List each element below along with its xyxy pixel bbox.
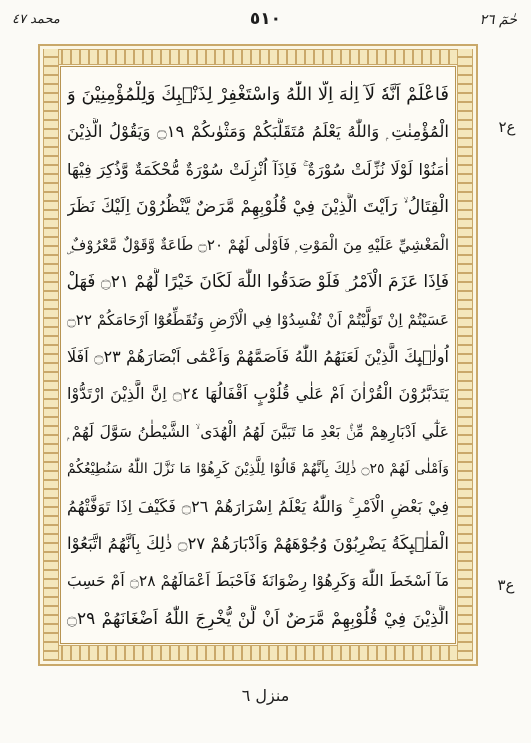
verse-line-10: عَلٰٓي اَدْبَارِهِمْ مِّنْۢ بَعْدِ مَا تَبَيَّنَ لَهُمُ الْهُدَى ۙ الشَّيْطٰنُ سَوَّلَ لَهُمْ ۭ — [67, 422, 449, 441]
verse-line-14: مَآ اَسْخَطَ اللّٰهَ وَكَرِهُوْا رِضْوَانَهٗ فَاَحْبَطَ اَعْمَالَهُمْ ۝٢٨ اَمْ حَسِبَ — [67, 572, 449, 591]
verse-line-6: فَاِذَا عَزَمَ الْاَمْرُ ۣ فَلَوْ صَدَقُوا اللّٰهَ لَكَانَ خَيْرًا لَّهُمْ ۝٢١ فَهَلْ — [67, 272, 449, 293]
text-panel — [60, 66, 456, 644]
verse-line-7: عَسَيْتُمْ اِنْ تَوَلَّيْتُمْ اَنْ تُفْسِدُوْا فِي الْاَرْضِ وَتُقَطِّعُوْٓا اَرْحَامَكُمْ ۝٢٢ — [67, 310, 449, 329]
ruku-marker-top: ع٢ — [498, 118, 516, 136]
frame-border-top — [43, 49, 473, 65]
frame-border-left — [43, 49, 59, 661]
ornamental-frame — [38, 44, 478, 666]
verse-line-12: فِيْ بَعْضِ الْاَمْرِ ۚ وَاللّٰهُ يَعْلَمُ اِسْرَارَهُمْ ۝٢٦ فَكَيْفَ اِذَا تَوَفَّتْهُمُ — [67, 496, 449, 516]
surah-name-label: محمد ٤٧ — [12, 12, 60, 27]
verse-line-1: فَاعْلَمْ اَنَّهٗ لَآ اِلٰهَ اِلَّا اللّٰهُ وَاسْتَغْفِرْ لِذَنْۢبِكَ وَلِلْمُؤْمِنِيْنَ وَ — [67, 84, 449, 105]
page-number: ٥١٠ — [249, 9, 282, 29]
frame-border-right — [457, 49, 473, 661]
juz-label: حٰمٓ ٢٦ — [479, 12, 517, 28]
verse-line-4: الْقِتَالُ ۙ رَاَيْتَ الَّذِيْنَ فِيْ قُلُوْبِهِمْ مَّرَضٌ يَّنْظُرُوْنَ اِلَيْكَ نَظَرَ — [67, 197, 449, 218]
verse-line-2: الْمُؤْمِنٰتِ ۭ وَاللّٰهُ يَعْلَمُ مُتَقَلَّبَكُمْ وَمَثْوٰىكُمْ ۝١٩ وَيَقُوْلُ الَّذِيْنَ — [67, 122, 449, 142]
ruku-marker-bottom: ع٣ — [497, 576, 515, 594]
page-header — [0, 0, 531, 46]
verse-line-15: الَّذِيْنَ فِيْ قُلُوْبِهِمْ مَّرَضٌ اَنْ لَّنْ يُّخْرِجَ اللّٰهُ اَضْغَانَهُمْ ۝٢٩ — [67, 608, 449, 629]
verse-lines — [67, 81, 449, 633]
verse-line-11: وَاَمْلٰى لَهُمْ ۝٢٥ ذٰلِكَ بِاَنَّهُمْ قَالُوْا لِلَّذِيْنَ كَرِهُوْا مَا نَزَّلَ اللّٰهُ سَنُطِيْعُكُمْ — [67, 461, 449, 478]
frame-border-bottom — [43, 645, 473, 661]
verse-line-3: اٰمَنُوْا لَوْلَا نُزِّلَتْ سُوْرَةٌ ۚ فَاِذَآ اُنْزِلَتْ سُوْرَةٌ مُّحْكَمَةٌ وَّذُكِرَ فِيْهَا — [67, 159, 449, 179]
verse-line-13: الْمَلٰۗىِٕكَةُ يَضْرِبُوْنَ وُجُوْهَهُمْ وَاَدْبَارَهُمْ ۝٢٧ ذٰلِكَ بِاَنَّهُمُ اتَّبَعُوْا — [67, 534, 449, 554]
manzil-footer: منزل ٦ — [241, 686, 290, 705]
verse-line-9: يَتَدَبَّرُوْنَ الْقُرْاٰنَ اَمْ عَلٰي قُلُوْبٍ اَقْفَالُهَا ۝٢٤ اِنَّ الَّذِيْنَ ارْتَدُّوْا — [67, 384, 449, 404]
verse-line-8: اُولٰۗىِٕكَ الَّذِيْنَ لَعَنَهُمُ اللّٰهُ فَاَصَمَّهُمْ وَاَعْمٰٓى اَبْصَارَهُمْ ۝٢٣ اَفَلَا — [67, 346, 449, 366]
verse-line-5: الْمَغْشِيِّ عَلَيْهِ مِنَ الْمَوْتِ ۭ فَاَوْلٰى لَهُمْ ۝٢٠ طَاعَةٌ وَّقَوْلٌ مَّعْرُوْفٌ ۣ — [67, 235, 449, 254]
